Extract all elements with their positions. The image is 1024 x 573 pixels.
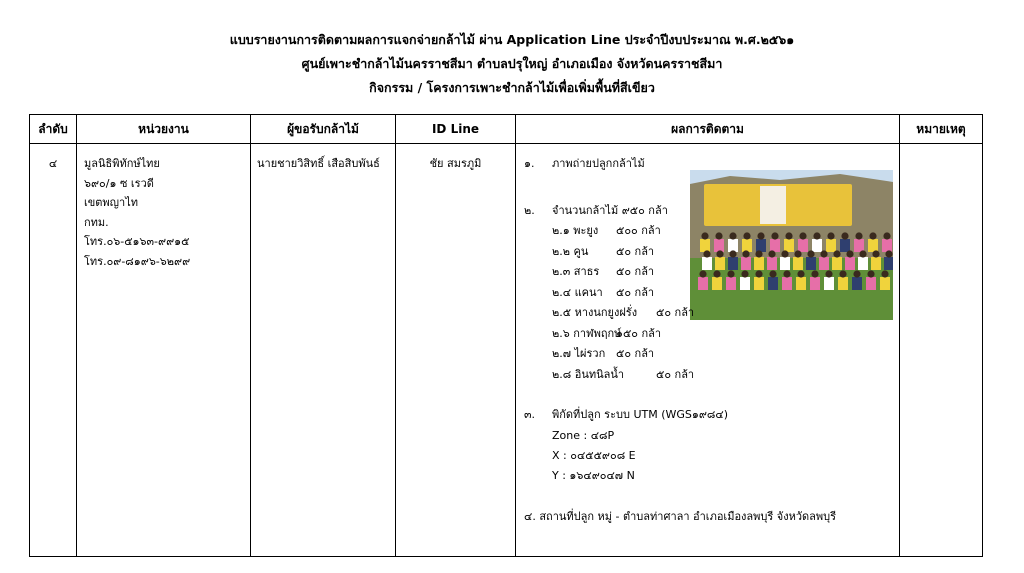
person-figure: [838, 277, 848, 290]
person-head: [855, 232, 862, 239]
cell-receiver: [251, 144, 396, 557]
person-figure: [832, 257, 842, 270]
remark-value: [900, 144, 982, 154]
cell-results: [516, 144, 900, 557]
person-figure: [884, 257, 893, 270]
result-item-2-number: ๒.: [524, 204, 535, 217]
person-figure: [812, 239, 822, 252]
species-quantity: ๕๐๐ กล้า: [616, 224, 661, 237]
person-head: [781, 250, 788, 257]
person-head: [859, 250, 866, 257]
person-head: [833, 250, 840, 257]
result-item-2-text: จำนวนกล้าไม้ ๙๕๐ กล้า: [552, 204, 668, 217]
person-figure: [810, 277, 820, 290]
species-name: ๒.๒ คูน: [552, 244, 589, 258]
col-header-remark: หมายเหตุ: [900, 115, 983, 144]
person-figure: [712, 277, 722, 290]
col-header-agency: หน่วยงาน: [77, 115, 251, 144]
person-figure: [741, 257, 751, 270]
person-figure: [726, 277, 736, 290]
person-head: [715, 232, 722, 239]
agency-phone-2: โทร.๐๙-๘๑๙๖-๖๒๙๙: [84, 254, 191, 268]
person-figure: [826, 239, 836, 252]
person-head: [716, 250, 723, 257]
person-head: [853, 270, 860, 277]
person-head: [794, 250, 801, 257]
species-quantity: ๕๐ กล้า: [616, 285, 655, 299]
person-figure: [698, 277, 708, 290]
col-header-receiver: ผู้ขอรับกล้าไม้: [251, 115, 396, 144]
person-head: [797, 270, 804, 277]
person-figure: [782, 277, 792, 290]
person-head: [771, 232, 778, 239]
agency-province: กทม.: [84, 215, 109, 229]
person-figure: [819, 257, 829, 270]
result-item-3-text: พิกัดที่ปลูก ระบบ UTM (WGS๑๙๘๔): [552, 408, 729, 421]
person-figure: [858, 257, 868, 270]
report-subtitle-center: ศูนย์เพาะชำกล้าไม้นครราชสีมา ตำบลปรุใหญ่ อำเภอเมือง จังหวัดนครราชสีมา: [301, 56, 723, 71]
person-figure: [784, 239, 794, 252]
person-head: [755, 250, 762, 257]
person-head: [701, 232, 708, 239]
cell-no: [30, 144, 77, 557]
report-subtitle-activity: กิจกรรม / โครงการเพาะชำกล้าไม้เพื่อเพิ่มพื้นที่สีเขียว: [369, 80, 655, 95]
result-item-1-number: ๑.: [524, 157, 535, 170]
utm-y: Y : ๑๖๔๙๐๔๗ N: [552, 469, 635, 482]
table-row: [30, 144, 983, 557]
group-photo-image: [690, 170, 893, 320]
person-figure: [742, 239, 752, 252]
cell-agency: [77, 144, 251, 557]
person-head: [813, 232, 820, 239]
result-item-3-number: ๓.: [524, 408, 536, 421]
person-head: [699, 270, 706, 277]
person-figure: [824, 277, 834, 290]
person-figure: [756, 239, 766, 252]
species-quantity: ๕๐ กล้า: [616, 244, 655, 258]
person-figure: [740, 277, 750, 290]
person-figure: [871, 257, 881, 270]
person-head: [741, 270, 748, 277]
person-head: [885, 250, 892, 257]
species-quantity: ๕๐ กล้า: [616, 265, 655, 278]
species-quantity: ๕๐ กล้า: [656, 367, 695, 381]
col-header-id-line: ID Line: [396, 115, 516, 144]
person-head: [743, 232, 750, 239]
result-item-1-text: ภาพถ่ายปลูกกล้าไม้: [552, 157, 645, 170]
col-header-no: ลำดับ: [30, 115, 77, 144]
person-head: [825, 270, 832, 277]
person-figure: [868, 239, 878, 252]
agency-name: มูลนิธิพิทักษ์ไทย: [84, 157, 160, 170]
cell-id-line: [396, 144, 516, 557]
receiver-name: นายชายวิสิทธิ์ เสือสิบพันธ์: [257, 157, 380, 170]
person-head: [757, 232, 764, 239]
utm-x: X : ๐๔๕๕๙๐๘ E: [552, 449, 636, 462]
person-figure: [754, 257, 764, 270]
species-quantity: ๑๕๐ กล้า: [616, 326, 662, 340]
person-figure: [806, 257, 816, 270]
person-figure: [770, 239, 780, 252]
person-head: [729, 250, 736, 257]
utm-zone: Zone : ๔๘P: [552, 429, 615, 442]
person-head: [827, 232, 834, 239]
person-figure: [798, 239, 808, 252]
species-name: ๒.๖ กาฬพฤกษ์: [552, 326, 622, 340]
photo-banner-portrait: [760, 186, 786, 224]
person-figure: [715, 257, 725, 270]
person-head: [811, 270, 818, 277]
person-head: [768, 250, 775, 257]
person-figure: [882, 239, 892, 252]
person-figure: [852, 277, 862, 290]
cell-remark: [900, 144, 983, 557]
person-figure: [840, 239, 850, 252]
species-name: ๒.๗ ไผ่รวก: [552, 347, 606, 360]
species-name: ๒.๕ หางนกยูงฝรั่ง: [552, 306, 638, 319]
report-title: แบบรายงานการติดตามผลการแจกจ่ายกล้าไม้ ผ่าน Application Line ประจำปีงบประมาณ พ.ศ.๒๕๖๑: [229, 32, 795, 47]
person-head: [799, 232, 806, 239]
person-head: [846, 250, 853, 257]
person-figure: [796, 277, 806, 290]
person-figure: [728, 239, 738, 252]
person-head: [867, 270, 874, 277]
person-head: [703, 250, 710, 257]
person-head: [841, 232, 848, 239]
person-figure: [767, 257, 777, 270]
report-table: [29, 114, 983, 557]
person-head: [839, 270, 846, 277]
id-line-value: ชัย สมรภูมิ: [429, 157, 482, 170]
person-head: [807, 250, 814, 257]
person-head: [729, 232, 736, 239]
person-head: [713, 270, 720, 277]
person-head: [769, 270, 776, 277]
col-header-results: ผลการติดตาม: [516, 115, 900, 144]
person-head: [869, 232, 876, 239]
species-name: ๒.๔ แคนา: [552, 285, 603, 299]
person-figure: [728, 257, 738, 270]
person-head: [727, 270, 734, 277]
person-head: [742, 250, 749, 257]
species-name: ๒.๘ อินทนิลน้ำ: [552, 367, 625, 381]
species-quantity: ๕๐ กล้า: [616, 347, 655, 360]
person-figure: [866, 277, 876, 290]
person-figure: [702, 257, 712, 270]
person-figure: [714, 239, 724, 252]
species-name: ๒.๑ พะยูง: [552, 224, 599, 237]
table-header-row: [30, 115, 983, 144]
person-figure: [768, 277, 778, 290]
species-name: ๒.๓ สาธร: [552, 265, 600, 278]
person-head: [755, 270, 762, 277]
person-figure: [793, 257, 803, 270]
person-figure: [854, 239, 864, 252]
person-figure: [780, 257, 790, 270]
person-head: [881, 270, 888, 277]
person-figure: [880, 277, 890, 290]
person-figure: [700, 239, 710, 252]
result-item-4-location: ๔. สถานที่ปลูก หมู่ - ตำบลท่าศาลา อำเภอเมืองลพบุรี จังหวัดลพบุรี: [524, 510, 837, 523]
person-head: [872, 250, 879, 257]
species-quantity: ๕๐ กล้า: [656, 306, 695, 319]
agency-address: ๖๙๐/๑ ซ เรวดี: [84, 176, 154, 190]
person-figure: [845, 257, 855, 270]
person-head: [783, 270, 790, 277]
agency-phone-1: โทร.๐๖-๕๑๖๓-๙๙๑๕: [84, 235, 190, 248]
person-figure: [754, 277, 764, 290]
row-number: ๔: [48, 157, 58, 170]
agency-district: เขตพญาไท: [84, 196, 139, 209]
person-head: [883, 232, 890, 239]
person-head: [820, 250, 827, 257]
tree-planting-photo: [690, 170, 893, 320]
person-head: [785, 232, 792, 239]
